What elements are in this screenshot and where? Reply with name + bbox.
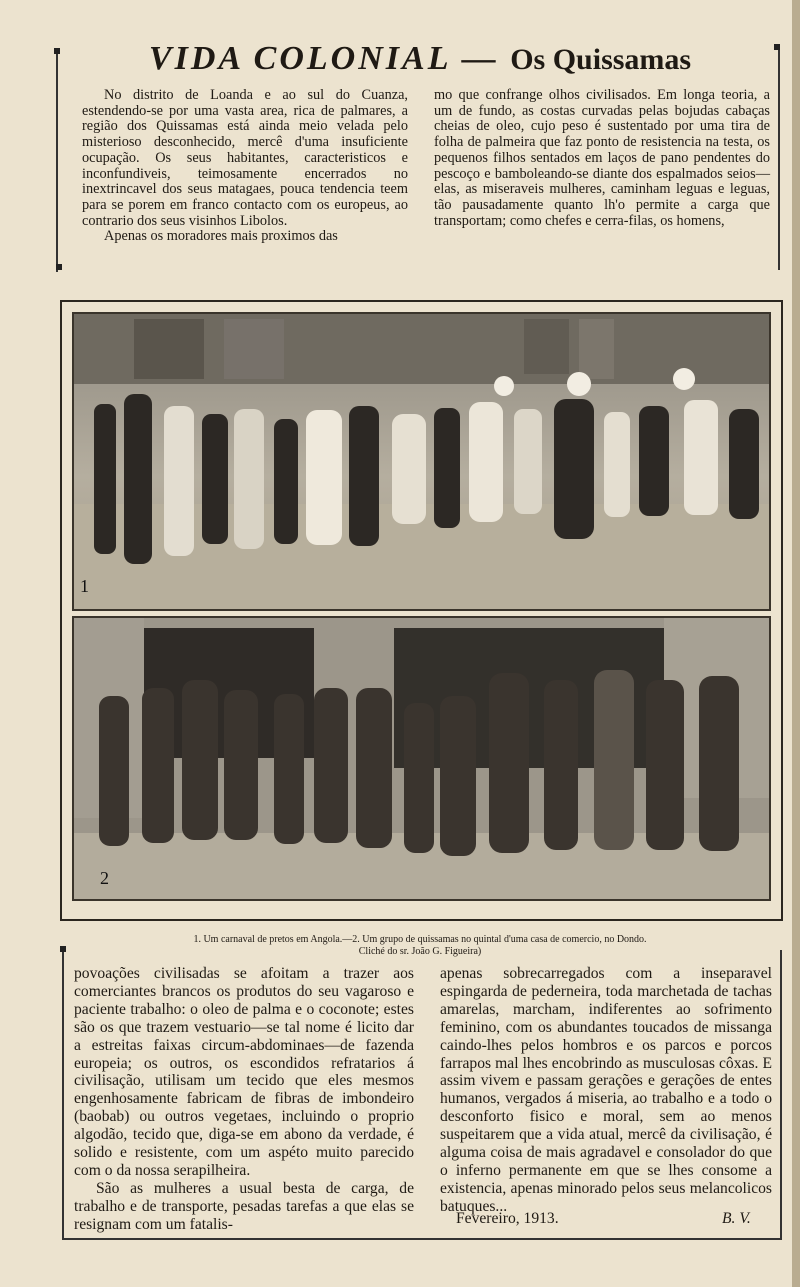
bottom-frame-left-rule (62, 950, 64, 1240)
page-edge (792, 0, 800, 1287)
caption-credit: Cliché do sr. João G. Figueira) (358, 946, 482, 957)
paragraph: Apenas os moradores mais proximos das (104, 228, 338, 245)
ornament-square (60, 946, 66, 952)
bottom-left-column (74, 965, 414, 1234)
article-title (60, 40, 780, 78)
top-frame-left-rule (56, 50, 58, 272)
caption-line: 1. Um carnaval de pretos em Angola.—2. Um grupo de quissamas no quintal d'uma casa de comercio, no Dondo. (193, 934, 647, 945)
paragraph: povoações civilisadas se afoitam a trazer aos comerciantes brancos os produtos do seu vagaroso e paciente trabalho: o oleo de palma e o coconote; estes são os que trazem vestuario—se tal nome é licito dar a estreitas faixas circum-abdominaes—de fazenda europeia; os outros, os escondidos refratarios á civilisação, utilisam um tecido que eles mesmos engenhosamente fabricam de fibras de imbondeiro (baobab) ou outros vegetaes, incluindo o proprio algodão, tecido que, diga-se em abono da verdade, é solido e resistente, com um aspéto muito parecido com o da nossa serapilheira. (74, 965, 414, 1179)
article-date: Fevereiro, 1913. (456, 1210, 559, 1227)
top-right-column (434, 88, 770, 229)
paragraph: mo que confrange olhos civilisados. Em longa teoria, a um de fundo, as costas curvadas pelas bojudas cabaças cheias de oleo, cujo peso é sustentado por uma tira de folha de palmeira que faz ponto de resistencia na testa, os pequenos filhos sentados em laços de pano pendentes do pescoço e bamboleando-se diante dos espalmados seios—elas, as miseraveis mulheres, caminham leguas e leguas, tão pausadamente quanto lh'o permite a carga que transportam; como chefes e cerra-filas, os homens, (434, 87, 770, 229)
ornament-square (56, 264, 62, 270)
ornament-square (54, 48, 60, 54)
title-main: VIDA COLONIAL (148, 40, 451, 77)
photo-number: 2 (100, 868, 109, 888)
title-dash: — (450, 40, 511, 77)
carnival-photo-image (74, 314, 769, 609)
paragraph: São as mulheres a usual besta de carga, de trabalho e de transporte, pesadas tarefas a que elas se resignam com um fatalis- (74, 1179, 414, 1233)
paragraph: No distrito de Loanda e ao sul do Cuanza, estendendo-se por uma vasta area, rica de palmares, a região dos Quissamas está ainda meio velada pelo misterioso desconhecido, mercê d'uma insuficiente ocupação. Os seus habitantes, caracteristicos e inconfundiveis, teimosamente encerrados no inextrincavel dos seus matagaes, pouca tendencia teem para se porem em franco contacto com os europeus, ao contrario dos seus visinhos Libolos. (82, 87, 408, 229)
bottom-right-column (440, 965, 772, 1216)
bottom-frame-rule (62, 1238, 780, 1240)
photo-plate (60, 300, 783, 921)
ornament-square (774, 44, 780, 50)
photo-number: 1 (80, 576, 89, 596)
bottom-frame-right-rule (778, 950, 782, 1240)
article-signature: B. V. (722, 1210, 751, 1227)
top-frame-right-rule (776, 44, 780, 270)
top-left-column (82, 88, 408, 245)
photo-carnival (72, 312, 771, 611)
title-subtitle: Os Quissamas (510, 43, 692, 76)
photo-quissamas (72, 616, 771, 901)
photo-caption (60, 934, 780, 958)
paragraph: apenas sobrecarregados com a inseparavel espingarda de pederneira, toda marchetada de tachas amarelas, marcham, indiferentes ao sofrimento feminino, com os abundantes toucados de missanga caindo-lhes pelos hombros e os parcos e porcos farrapos mal lhes encobrindo as musculosas côxas. E assim vivem e passam gerações e gerações de entes humanos, vergados á miseria, ao trabalho e a todo o desconforto fisico e moral, sem ao menos suspeitarem que a vida atual, mercê da civilisação, é alguma coisa de mais agradavel e consolador do que o inferno permanente em que se lhes consome a existencia, apenas minorado pelos seus melancolicos batuques... (440, 965, 772, 1215)
quissamas-photo-image (74, 618, 769, 899)
